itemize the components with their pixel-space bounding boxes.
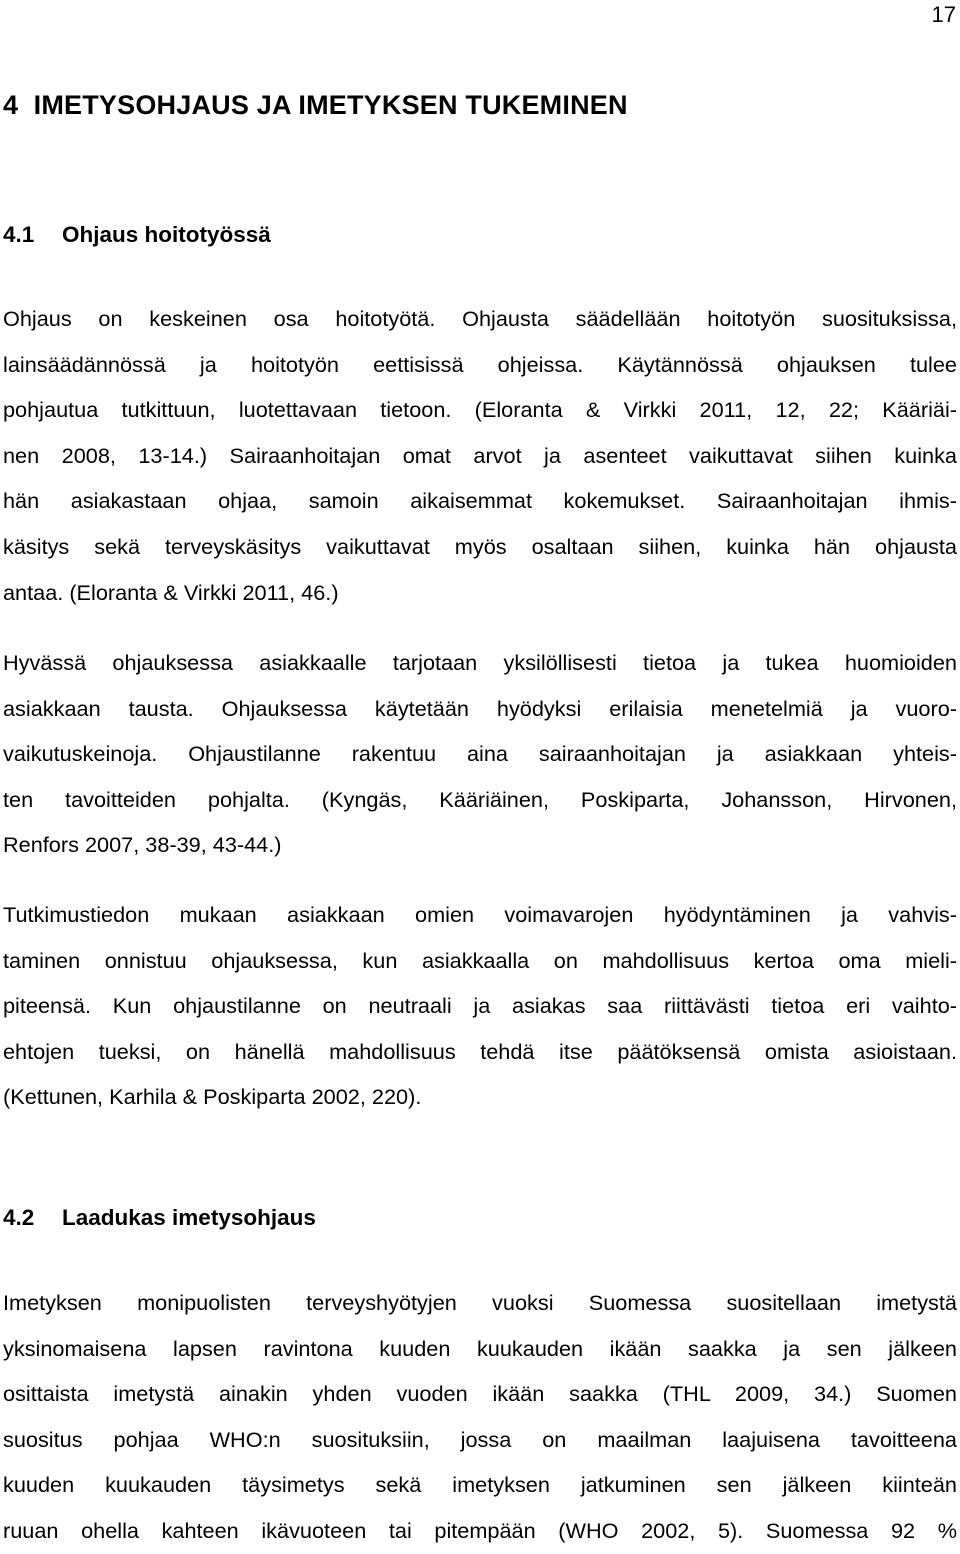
text-line: suositus pohjaa WHO:n suosituksiin, jossa on maailman laajuisena tavoitteena xyxy=(3,1426,957,1452)
text-line: Tutkimustiedon mukaan asiakkaan omien voimavarojen hyödyntäminen ja vahvis- xyxy=(3,902,957,927)
section-heading-4-1 xyxy=(3,220,271,250)
text-line: vaikutuskeinoja. Ohjaustilanne rakentuu aina sairaanhoitajan ja asiakkaan yhteis- xyxy=(3,741,957,767)
section-number: 4.1 xyxy=(3,222,35,247)
paragraph-ohjaus-intro xyxy=(3,296,957,615)
text-line: osittaista imetystä ainakin yhden vuoden ikään saakka (THL 2009, 34.) Suomen xyxy=(3,1381,957,1407)
text-line: Renfors 2007, 38-39, 43-44.) xyxy=(3,832,282,858)
text-line: ruuan ohella kahteen ikävuoteen tai pitempään (WHO 2002, 5). Suomessa 92 % xyxy=(3,1517,957,1543)
text-line: kuuden kuukauden täysimetys sekä imetyksen jatkuminen sen jälkeen kiinteän xyxy=(3,1472,957,1498)
text-line: hän asiakastaan ohjaa, samoin aikaisemmat kokemukset. Sairaanhoitajan ihmis- xyxy=(3,488,957,514)
text-line: ten tavoitteiden pohjalta. (Kyngäs, Kääriäinen, Poskiparta, Johansson, Hirvonen, xyxy=(3,786,957,812)
section-heading-4-2 xyxy=(3,1203,316,1233)
page-number: 17 xyxy=(931,2,956,27)
paragraph-imetyssuositus xyxy=(3,1280,957,1554)
text-line: piteensä. Kun ohjaustilanne on neutraali ja asiakas saa riittävästi tietoa eri vaihto- xyxy=(3,993,957,1019)
text-line: antaa. (Eloranta & Virkki 2011, 46.) xyxy=(3,579,339,605)
paragraph-tutkimustieto xyxy=(3,892,957,1120)
text-line: (Kettunen, Karhila & Poskiparta 2002, 220). xyxy=(3,1084,422,1110)
text-line: nen 2008, 13-14.) Sairaanhoitajan omat arvot ja asenteet vaikuttavat siihen kuinka xyxy=(3,442,957,468)
text-line: asiakkaan tausta. Ohjauksessa käytetään hyödyksi erilaisia menetelmiä ja vuoro- xyxy=(3,695,957,721)
section-title: Laadukas imetysohjaus xyxy=(62,1205,316,1230)
text-line: Hyvässä ohjauksessa asiakkaalle tarjotaan yksilöllisesti tietoa ja tukea huomioiden xyxy=(3,650,957,675)
text-line: yksinomaisena lapsen ravintona kuuden kuukauden ikään saakka ja sen jälkeen xyxy=(3,1335,957,1361)
text-line: taminen onnistuu ohjauksessa, kun asiakkaalla on mahdollisuus kertoa oma mieli- xyxy=(3,947,957,973)
text-line: Ohjaus on keskeinen osa hoitotyötä. Ohjausta säädellään hoitotyön suosituksissa, xyxy=(3,306,957,331)
text-line: pohjautua tutkittuun, luotettavaan tietoon. (Eloranta & Virkki 2011, 12, 22; Kääriäi- xyxy=(3,397,957,423)
text-line: Imetyksen monipuolisten terveyshyötyjen vuoksi Suomessa suositellaan imetystä xyxy=(3,1290,957,1315)
chapter-heading: 4 IMETYSOHJAUS JA IMETYKSEN TUKEMINEN xyxy=(3,90,628,120)
section-title: Ohjaus hoitotyössä xyxy=(62,222,271,247)
text-line: lainsäädännössä ja hoitotyön eettisissä ohjeissa. Käytännössä ohjauksen tulee xyxy=(3,351,957,377)
text-line: käsitys sekä terveyskäsitys vaikuttavat myös osaltaan siihen, kuinka hän ohjausta xyxy=(3,533,957,559)
section-number: 4.2 xyxy=(3,1205,35,1230)
paragraph-hyva-ohjaus xyxy=(3,640,957,868)
text-line: ehtojen tueksi, on hänellä mahdollisuus tehdä itse päätöksensä omista asioistaan. xyxy=(3,1038,957,1064)
